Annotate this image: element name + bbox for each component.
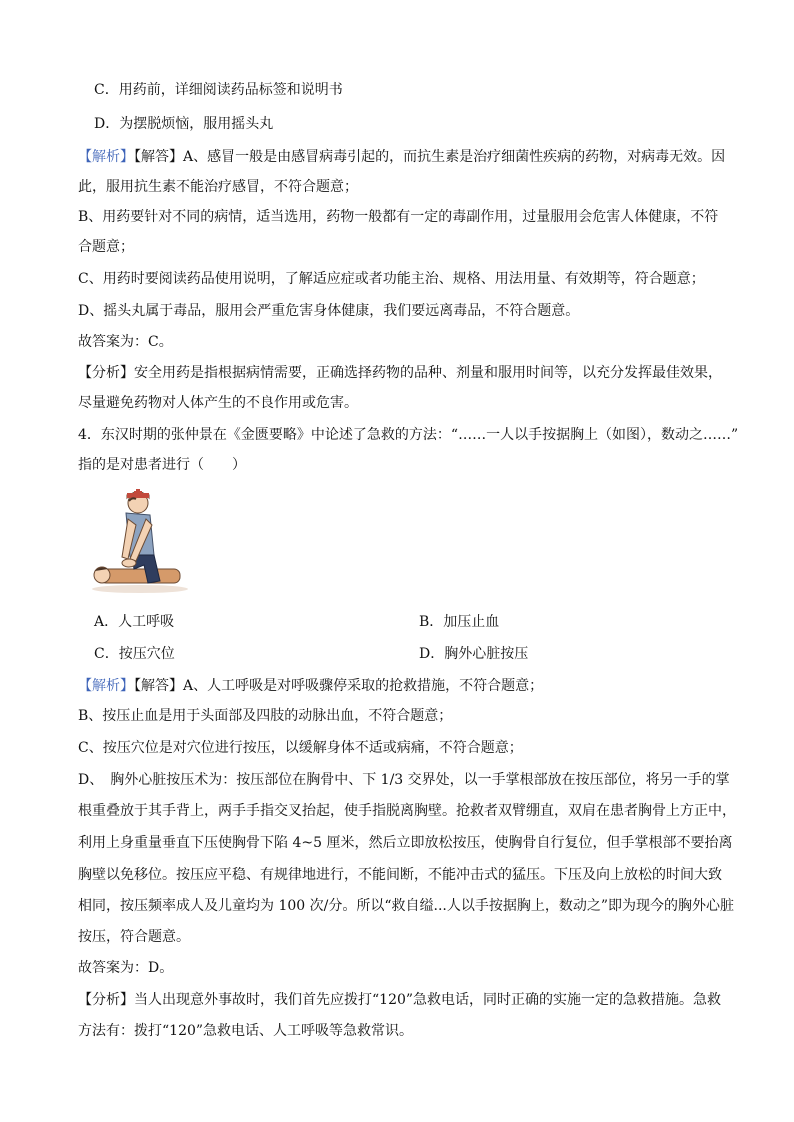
q4-option-c: C．按压穴位 [94,646,175,662]
q3-answer-text-1: 【解答】A、感冒一般是由感冒病毒引起的，而抗生素是治疗细菌性疾病的药物，对病毒无效。因 [134,149,726,165]
jiexi-tag: 【解析】 [78,149,134,165]
q3-final-answer: 故答案为：C。 [78,334,173,350]
q4-answer-line-8: 相同，按压频率成人及儿童均为 100 次/分。所以“救自缢...人以手按据胸上，数动之”即为现今的胸外心脏 [78,898,735,914]
q3-option-d: D．为摆脱烦恼，服用摇头丸 [94,116,274,132]
q4-analysis-text-1: 当人出现意外事故时，我们首先应拨打“120”急救电话，同时正确的实施一定的急救措施。急救 [134,992,722,1008]
q4-answer-line-3: C、按压穴位是对穴位进行按压，以缓解身体不适或病痛，不符合题意； [78,740,523,756]
fenxi-tag: 【分析】 [78,365,134,381]
q4-answer-line-1 [78,676,543,696]
q4-answer-line-6: 利用上身重量垂直下压使胸骨下陷 4~5 厘米，然后立即放松按压，使胸骨自行复位，但手掌根部不要抬离 [78,835,733,851]
jiexi-tag: 【解析】 [78,678,134,694]
cpr-illustration [88,485,188,595]
q3-answer-line-3: B、用药要针对不同的病情，适当选用，药物一般都有一定的毒副作用，过量服用会危害人体健康，不符 [78,209,719,225]
q4-answer-line-2: B、按压止血是用于头面部及四肢的动脉出血，不符合题意； [78,708,453,724]
q4-final-answer: 故答案为：D。 [78,960,174,976]
q4-answer-line-5: 根重叠放于其手背上，两手手指交叉抬起，使手指脱离胸壁。抢救者双臂绷直，双肩在患者胸骨上方正中， [78,803,736,819]
q4-analysis-line-2: 方法有：拨打“120”急救电话、人工呼吸等急救常识。 [78,1023,414,1039]
q3-answer-line-2: 此，服用抗生素不能治疗感冒，不符合题意； [78,179,358,195]
q3-answer-line-5: C、用药时要阅读药品使用说明，了解适应症或者功能主治、规格、用法用量、有效期等，符合题意； [78,271,705,287]
q3-answer-line-6: D、摇头丸属于毒品，服用会严重危害身体健康，我们要远离毒品，不符合题意。 [78,303,580,319]
fenxi-tag: 【分析】 [78,992,134,1008]
q3-analysis-line-2: 尽量避免药物对人体产生的不良作用或危害。 [78,395,358,411]
q4-option-b: B．加压止血 [419,614,500,630]
q3-analysis-line-1 [78,363,722,383]
q4-analysis-line-1 [78,990,721,1010]
q3-analysis-text-1: 安全用药是指根据病情需要，正确选择药物的品种、剂量和服用时间等，以充分发挥最佳效果， [134,365,722,381]
q4-answer-line-4: D、 胸外心脏按压术为：按压部位在胸骨中、下 1/3 交界处，以一手掌根部放在按压部位，将另一手的掌 [78,772,730,788]
q4-answer-text-1: 【解答】A、人工呼吸是对呼吸骤停采取的抢救措施，不符合题意； [134,678,544,694]
q4-answer-line-9: 按压，符合题意。 [78,929,190,945]
q4-question-line-1: 4．东汉时期的张仲景在《金匮要略》中论述了急救的方法：“……一人以手按据胸上（如图），数动之……” [78,427,739,443]
q3-answer-line-4: 合题意； [78,239,134,255]
q4-option-a: A．人工呼吸 [94,614,175,630]
q3-answer-line-1 [78,147,725,167]
q4-question-line-2: 指的是对患者进行（ ） [78,457,246,473]
q3-option-c: C．用药前，详细阅读药品标签和说明书 [94,82,343,98]
q4-answer-line-7: 胸壁以免移位。按压应平稳、有规律地进行，不能间断，不能冲击式的猛压。下压及向上放松的时间大致 [78,867,722,883]
q4-option-d: D．胸外心脏按压 [419,646,529,662]
